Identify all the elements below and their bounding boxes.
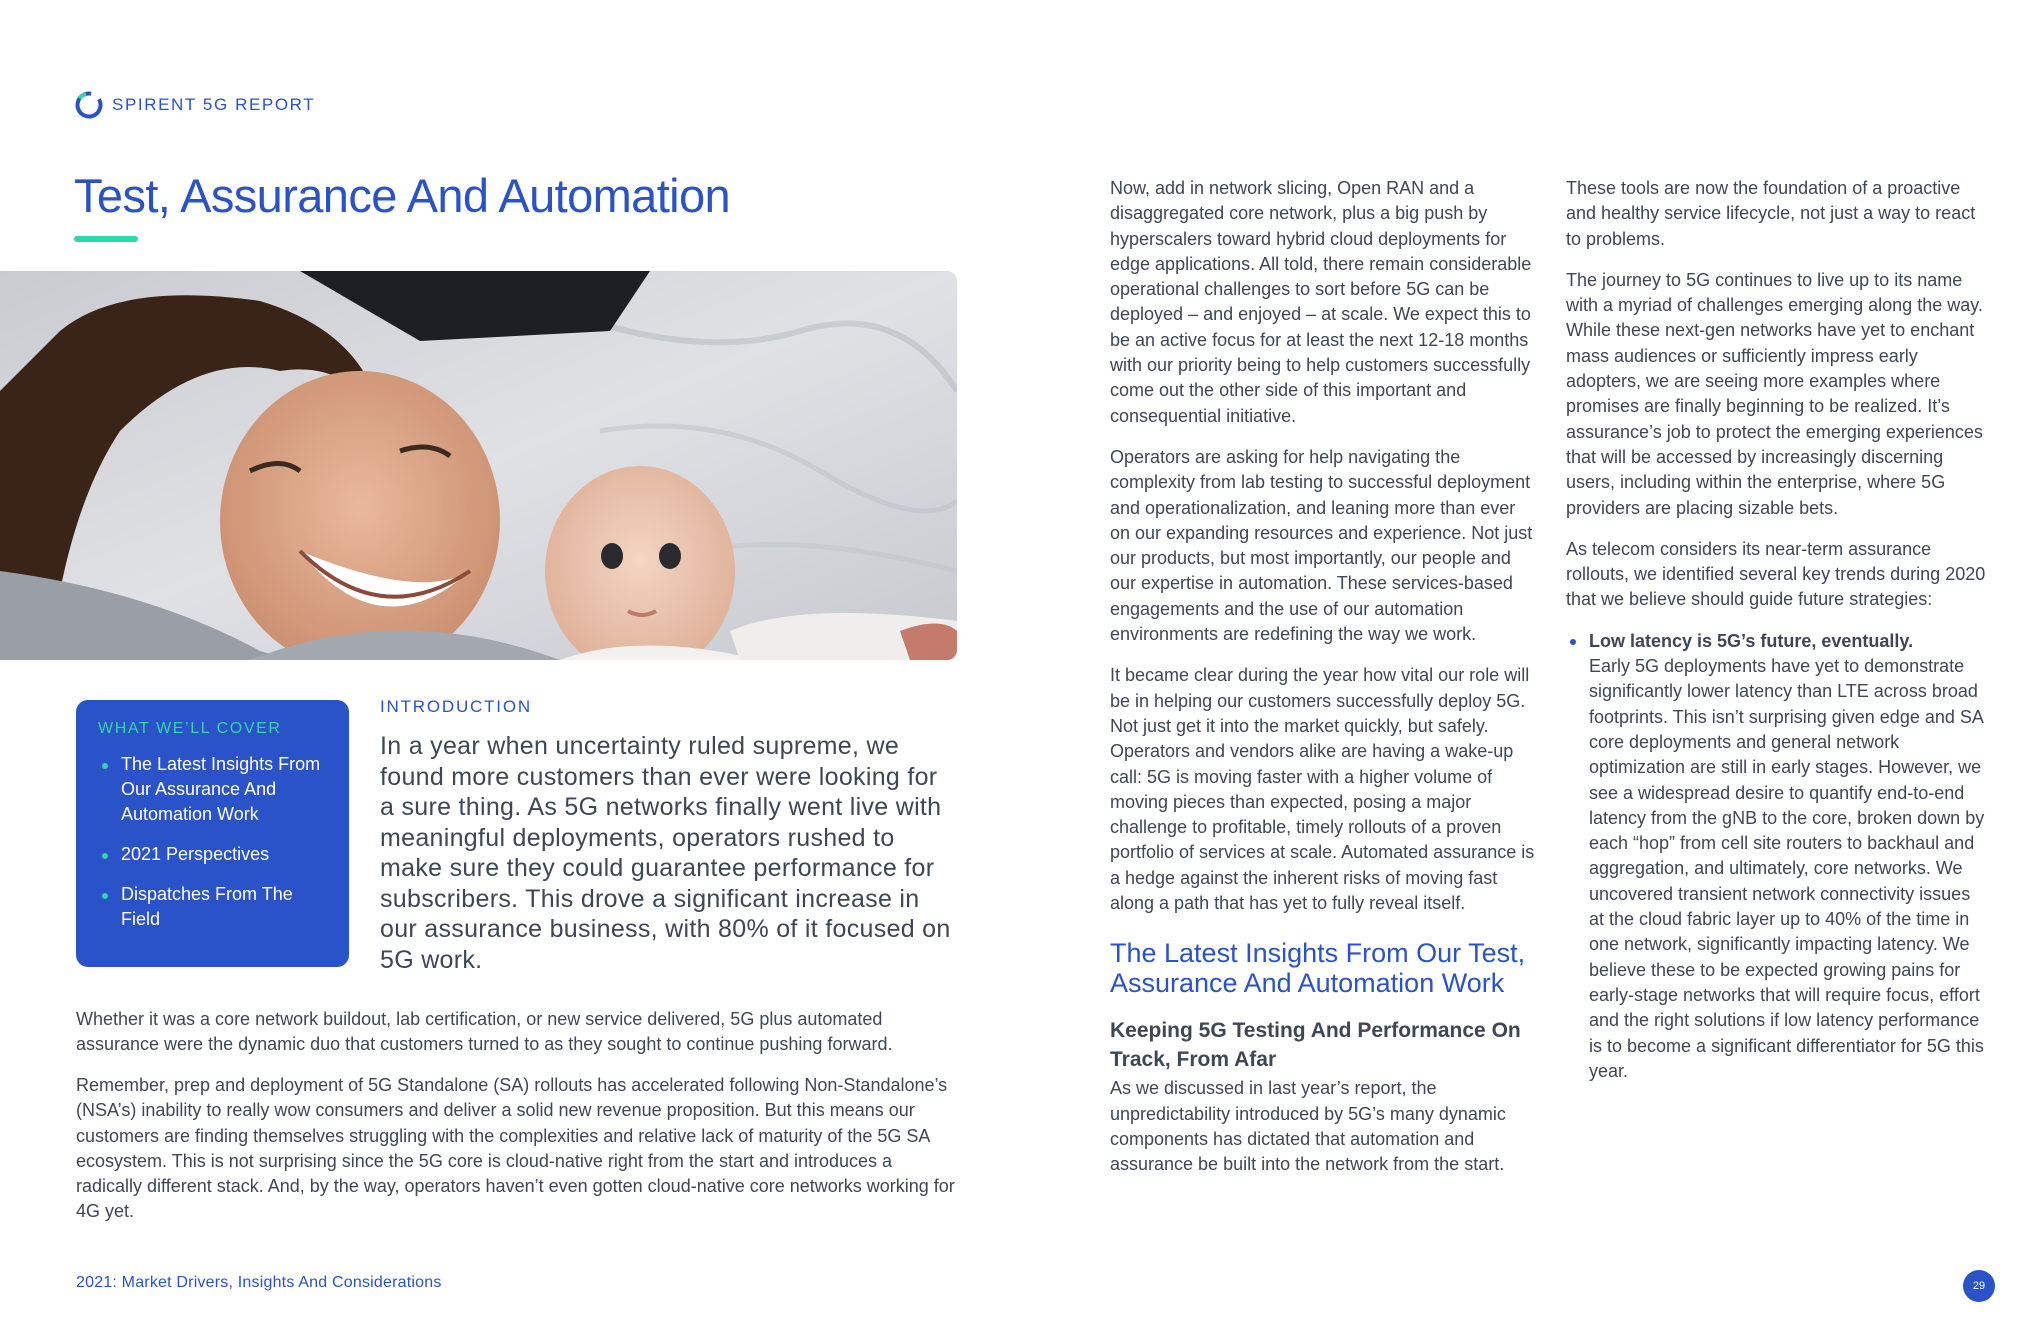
middle-paragraph: As we discussed in last year’s report, the unpredictability introduced by 5G’s many dynamic components has dictated that automation and assurance be built into the network from the start. (1110, 1078, 1506, 1175)
cover-list-item (98, 882, 329, 932)
spirent-ring-logo-icon (74, 90, 104, 120)
right-paragraph: These tools are now the foundation of a proactive and healthy service lifecycle, not just a way to react to problems. (1566, 178, 1976, 249)
sub-heading: Keeping 5G Testing And Performance On Track, From Afar (1110, 1019, 1521, 1072)
intro-heading: INTRODUCTION (380, 697, 532, 716)
left-paragraph: Whether it was a core network buildout, lab certification, or new service delivered, 5G plus automated assurance were the dynamic duo that customers turned to as they sought to continue pushing forward. (76, 1009, 893, 1055)
bullet-dot-icon (102, 853, 108, 859)
footer-text: 2021: Market Drivers, Insights And Considerations (76, 1274, 442, 1291)
brand-label: SPIRENT 5G REPORT (112, 95, 316, 114)
page-title: Test, Assurance And Automation (74, 169, 731, 222)
section-heading: The Latest Insights From Our Test, Assurance And Automation Work (1110, 938, 1526, 999)
hero-photo (0, 271, 957, 660)
cover-list-item (98, 842, 329, 867)
right-column (1566, 176, 1986, 1100)
cover-item-label: Dispatches From The Field (121, 884, 293, 929)
cover-list (98, 752, 329, 932)
bullet-dot-icon (102, 763, 108, 769)
bullet-text: Early 5G deployments have yet to demonstrate significantly lower latency than LTE across broad footprints. This isn’t surprising given edge and SA core deployments and general network optimization are still in early stages. However, we see a widespread desire to quantify end-to-end latency from the gNB to the core, broken down by each “hop” from cell site routers to backhaul and aggregation, and ultimately, core networks. We uncovered transient network connectivity issues at the cloud fabric layer up to 40% of the time in one network, significantly impacting latency. We believe these to be expected growing pains for early-stage networks that will require focus, effort and the right solutions if low latency performance is to become a significant differentiator for 5G this year. (1589, 656, 1985, 1081)
cover-item-label: The Latest Insights From Our Assurance And Automation Work (121, 754, 321, 824)
intro-text: In a year when uncertainty ruled supreme, we found more customers than ever were looking for a sure thing. As 5G networks finally went live with meaningful deployments, operators rushed to make sure they could guarantee performance for subscribers. This drove a significant increase in our assurance business, with 80% of it focused on 5G work. (380, 732, 951, 974)
middle-column (1110, 176, 1538, 1194)
middle-paragraph: It became clear during the year how vital our role will be in helping our customers successfully deploy 5G. Not just get it into the market quickly, but safely. Operators and vendors alike are having a wake-up call: 5G is moving faster with a higher volume of moving pieces than expected, posing a major challenge to profitable, timely rollouts of a proven portfolio of services at scale. Automated assurance is a hedge against the inherent risks of moving fast along a path that has yet to fully reveal itself. (1110, 665, 1535, 914)
right-paragraph: As telecom considers its near-term assurance rollouts, we identified several key trends during 2020 that we believe should guide future strategies: (1566, 538, 1986, 610)
middle-paragraph: Now, add in network slicing, Open RAN and a disaggregated core network, plus a big push by hyperscalers toward hybrid cloud deployments for edge applications. All told, there remain considerable operational challenges to sort before 5G can be deployed – and enjoyed – at scale. We expect this to be an active focus for at least the next 12-18 months with our priority being to help customers successfully come out the other side of this important and consequential initiative. (1110, 178, 1532, 426)
trend-bullet-item (1566, 629, 1986, 1084)
cover-item-label: 2021 Perspectives (121, 844, 270, 864)
middle-paragraph: Operators are asking for help navigating the complexity from lab testing to successful deployment and operationalization, and leaning more than ever on our expanding resources and experience. Not just our products, but most importantly, our people and our expertise in automation. These services-based engagements and the use of our automation environments are redefining the way we work. (1110, 446, 1533, 645)
what-we-will-cover-box (76, 700, 349, 967)
title-underline (74, 236, 138, 242)
left-paragraph: Remember, prep and deployment of 5G Standalone (SA) rollouts has accelerated following Non-Standalone’s (NSA’s) inability to really wow consumers and deliver a solid new revenue proposition. But this means our customers are finding themselves struggling with the complexities and relative lack of maturity of the 5G SA ecosystem. This is not surprising since the 5G core is cloud-native right from the start and introduces a radically different stack. And, by the way, operators haven’t even gotten cloud-native core networks working for 4G yet. (76, 1075, 955, 1222)
bullet-dot-icon (102, 893, 108, 899)
bullet-lead: Low latency is 5G’s future, eventually. (1589, 630, 1914, 651)
photo-icon (0, 271, 957, 660)
brand-header (74, 90, 315, 120)
bullet-dot-icon (1570, 639, 1576, 645)
right-paragraph: The journey to 5G continues to live up to its name with a myriad of challenges emerging along the way. While these next-gen networks have yet to enchant mass audiences or sufficiently impress early adopters, we are seeing more examples where promises are finally beginning to be realized. It’s assurance’s job to protect the emerging experiences that will be accessed by increasingly discerning users, including within the enterprise, where 5G providers are placing sizable bets. (1566, 269, 1983, 518)
cover-list-item (98, 752, 329, 827)
cover-box-title: WHAT WE’LL COVER (98, 720, 282, 737)
page-number-badge: 29 (1963, 1270, 1995, 1302)
